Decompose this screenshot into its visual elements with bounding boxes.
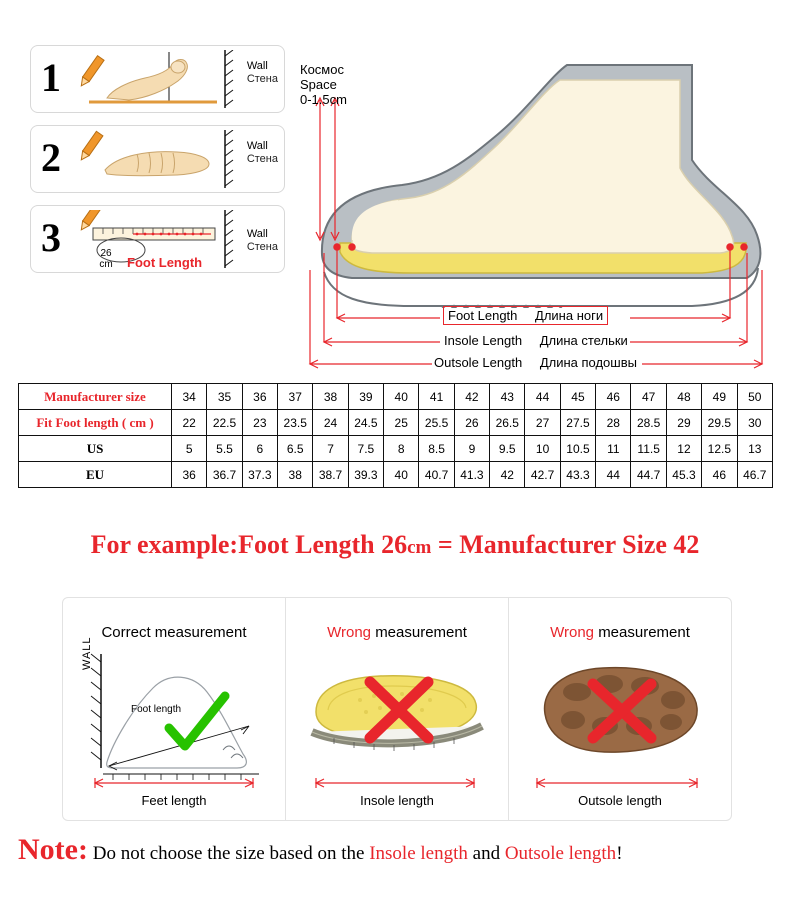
table-cell: 25.5 (419, 410, 454, 436)
step-3-wall-en: Wall (246, 228, 268, 240)
outsole-length-measure (434, 355, 637, 370)
step-1-wall-ru: Стена (246, 73, 278, 85)
table-cell: 23 (242, 410, 277, 436)
panel-1-inner-label: Foot length (131, 704, 182, 715)
example-line (0, 530, 790, 560)
table-cell: 49 (702, 384, 737, 410)
table-cell: 38.7 (313, 462, 348, 488)
example-prefix: For example:Foot Length (90, 530, 375, 559)
table-cell: 44.7 (631, 462, 666, 488)
panel-1-illustration (73, 650, 273, 790)
length-labels (292, 40, 782, 370)
panel-3-footer: Outsole length (578, 793, 662, 808)
table-cell: 13 (737, 436, 773, 462)
panel-3-title-text: measurement (598, 624, 690, 641)
table-cell: 26 (454, 410, 489, 436)
note-text-1: Do not choose the size based on the (92, 843, 365, 864)
insole-length-measure (444, 333, 628, 348)
table-cell: 45.3 (666, 462, 701, 488)
note-line (18, 833, 788, 867)
wall-hatch-icon (224, 50, 240, 108)
table-cell: 12.5 (702, 436, 737, 462)
table-cell: 39 (348, 384, 383, 410)
ruler-value (89, 248, 123, 270)
step-3-foot-length-label: Foot Length (127, 255, 203, 270)
table-cell: 47 (631, 384, 666, 410)
table-cell: 11 (596, 436, 631, 462)
table-row-header: EU (19, 462, 172, 488)
panel-1-dimension (89, 776, 259, 790)
table-cell: 38 (313, 384, 348, 410)
space-label-ru: Космос (300, 62, 344, 77)
panel-wrong-outsole (509, 598, 731, 820)
measurement-examples-panels (62, 597, 732, 821)
table-cell: 9.5 (490, 436, 525, 462)
table-cell: 43 (490, 384, 525, 410)
table-row-header: US (19, 436, 172, 462)
wall-hatch-icon (224, 210, 240, 268)
table-cell: 41 (419, 384, 454, 410)
table-cell: 11.5 (631, 436, 666, 462)
insole-length-ru: Длина стельки (539, 333, 628, 348)
step-2-foot-illustration (77, 130, 227, 188)
table-row (19, 410, 773, 436)
measurement-diagram-section (0, 0, 790, 370)
step-1-card (30, 45, 285, 113)
steps-column (30, 45, 285, 285)
size-chart-table (18, 383, 773, 488)
table-cell: 22.5 (207, 410, 242, 436)
step-2-wall-label (247, 140, 278, 166)
table-cell: 24.5 (348, 410, 383, 436)
table-cell: 42.7 (525, 462, 560, 488)
panel-1-title-text: Correct measurement (101, 624, 247, 641)
panel-2-footer: Insole length (360, 793, 434, 808)
table-cell: 40 (384, 384, 419, 410)
table-cell: 34 (172, 384, 207, 410)
step-2-wall-en: Wall (246, 140, 268, 152)
ruler-value-number: 26 (100, 248, 112, 259)
panel-3-dimension (531, 776, 703, 790)
table-cell: 45 (560, 384, 595, 410)
table-cell: 27.5 (560, 410, 595, 436)
panel-3-title-red: Wrong (550, 624, 595, 641)
table-row (19, 462, 773, 488)
table-cell: 46.7 (737, 462, 773, 488)
table-cell: 38 (278, 462, 313, 488)
table-cell: 46 (702, 462, 737, 488)
step-3-wall-ru: Стена (246, 241, 278, 253)
table-cell: 39.3 (348, 462, 383, 488)
table-cell: 28 (596, 410, 631, 436)
example-equals: = Manufacturer Size (437, 530, 667, 559)
table-cell: 41.3 (454, 462, 489, 488)
table-row-header: Fit Foot length ( cm ) (19, 410, 172, 436)
size-table-wrapper (18, 383, 773, 488)
step-3-card (30, 205, 285, 273)
step-2-number: 2 (41, 135, 61, 180)
step-3-wall-label (247, 228, 278, 254)
step-1-number: 1 (41, 55, 61, 100)
panel-2-title (286, 624, 508, 641)
table-cell: 12 (666, 436, 701, 462)
table-cell: 24 (313, 410, 348, 436)
table-row (19, 436, 773, 462)
table-cell: 35 (207, 384, 242, 410)
table-cell: 22 (172, 410, 207, 436)
insole-length-en: Insole Length (444, 333, 523, 348)
step-2-wall-ru: Стена (246, 153, 278, 165)
example-value: 26 (381, 530, 408, 559)
panel-1-footer: Feet length (141, 793, 207, 808)
table-cell: 6.5 (278, 436, 313, 462)
note-label: Note: (18, 833, 88, 866)
step-1-foot-illustration (77, 50, 227, 108)
panel-correct-measurement (63, 598, 286, 820)
foot-length-en: Foot Length (448, 308, 518, 323)
table-cell: 6 (242, 436, 277, 462)
table-row-header: Manufacturer size (19, 384, 172, 410)
foot-length-measure (443, 308, 608, 323)
table-cell: 37.3 (242, 462, 277, 488)
note-red-outsole: Outsole length (504, 843, 617, 864)
note-red-insole: Insole length (369, 843, 468, 864)
table-cell: 48 (666, 384, 701, 410)
table-cell: 26.5 (490, 410, 525, 436)
space-label-en: Space (300, 77, 337, 92)
space-label-value: 0-1.5cm (300, 92, 347, 107)
table-cell: 44 (596, 462, 631, 488)
foot-length-box (443, 306, 608, 325)
table-cell: 27 (525, 410, 560, 436)
table-cell: 40 (384, 462, 419, 488)
table-cell: 42 (490, 462, 525, 488)
table-cell: 28.5 (631, 410, 666, 436)
panel-3-illustration (527, 656, 717, 768)
example-size: 42 (673, 530, 700, 559)
table-cell: 43.3 (560, 462, 595, 488)
table-cell: 8 (384, 436, 419, 462)
table-cell: 8.5 (419, 436, 454, 462)
step-1-wall-en: Wall (246, 60, 268, 72)
table-cell: 37 (278, 384, 313, 410)
shoe-cross-section (292, 40, 782, 370)
table-cell: 44 (525, 384, 560, 410)
table-cell: 36 (242, 384, 277, 410)
table-row (19, 384, 773, 410)
wall-hatch-icon (224, 130, 240, 188)
table-cell: 36.7 (207, 462, 242, 488)
table-cell: 36 (172, 462, 207, 488)
panel-3-title (509, 624, 731, 641)
table-cell: 7 (313, 436, 348, 462)
step-3-number: 3 (41, 215, 61, 260)
panel-2-dimension (310, 776, 480, 790)
note-text-3: ! (616, 843, 623, 864)
panel-2-title-red: Wrong (327, 624, 372, 641)
panel-1-title (63, 624, 285, 641)
table-cell: 5.5 (207, 436, 242, 462)
table-cell: 9 (454, 436, 489, 462)
table-cell: 29 (666, 410, 701, 436)
note-text-2: and (472, 843, 501, 864)
table-cell: 42 (454, 384, 489, 410)
table-cell: 25 (384, 410, 419, 436)
step-2-card (30, 125, 285, 193)
ruler-value-unit: cm (99, 259, 113, 270)
panel-2-title-text: measurement (375, 624, 467, 641)
panel-1-wall-label: WALL (81, 636, 93, 670)
example-unit: cm (407, 537, 432, 558)
panel-2-illustration (300, 660, 494, 770)
outsole-length-en: Outsole Length (434, 355, 523, 370)
table-cell: 7.5 (348, 436, 383, 462)
table-cell: 40.7 (419, 462, 454, 488)
table-cell: 10.5 (560, 436, 595, 462)
table-cell: 30 (737, 410, 773, 436)
outsole-length-ru: Длина подошвы (539, 355, 637, 370)
table-cell: 46 (596, 384, 631, 410)
step-1-wall-label (247, 60, 278, 86)
foot-length-ru: Длина ноги (535, 308, 604, 323)
panel-wrong-insole (286, 598, 509, 820)
table-cell: 10 (525, 436, 560, 462)
table-cell: 50 (737, 384, 773, 410)
table-cell: 23.5 (278, 410, 313, 436)
table-cell: 29.5 (702, 410, 737, 436)
table-cell: 5 (172, 436, 207, 462)
